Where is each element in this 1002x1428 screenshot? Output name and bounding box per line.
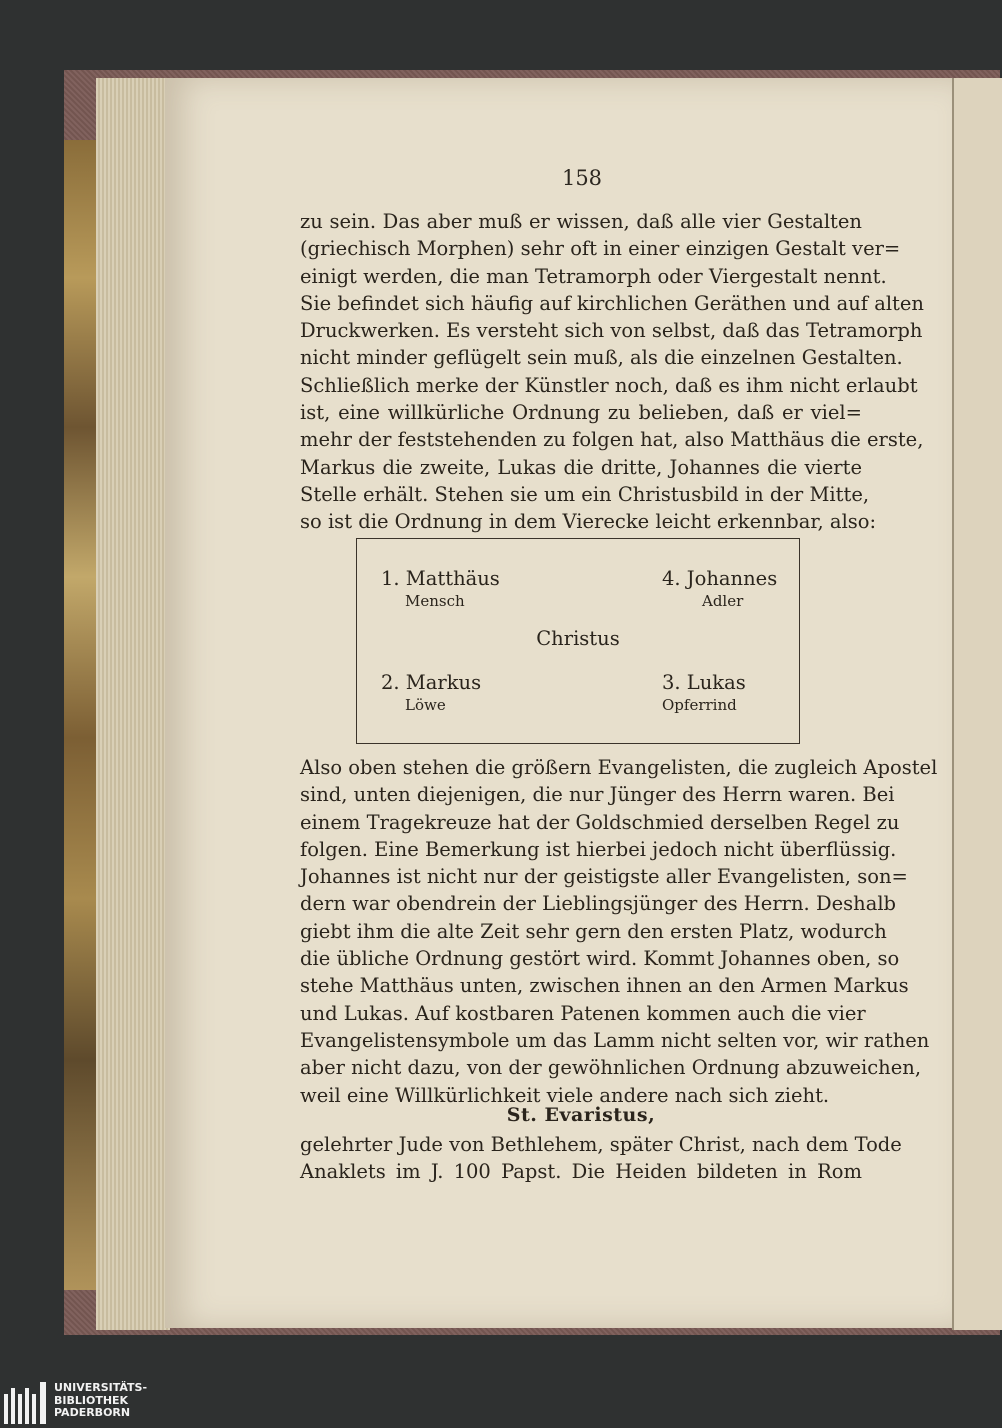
text-line: Evangelistensymbole um das Lamm nicht selten vor, wir rathen bbox=[300, 1028, 930, 1052]
text-line: stehe Matthäus unten, zwischen ihnen an den Armen Markus bbox=[300, 974, 909, 998]
text-line: aber nicht dazu, von der gewöhnlichen Ordnung abzuweichen, bbox=[300, 1056, 922, 1080]
marbled-spine bbox=[64, 140, 98, 1290]
text-line: Also oben stehen die größern Evangelisten, die zugleich Apostel bbox=[300, 756, 938, 779]
cell-christus: Christus bbox=[536, 627, 620, 650]
cell-name: 3. Lukas bbox=[662, 671, 746, 694]
cell-symbol: Opferrind bbox=[662, 696, 737, 714]
text-line: giebt ihm die alte Zeit sehr gern den ersten Platz, wodurch bbox=[300, 919, 887, 943]
cell-symbol: Löwe bbox=[405, 696, 446, 714]
cell-johannes bbox=[662, 567, 777, 611]
logo-line: UNIVERSITÄTS- bbox=[54, 1381, 148, 1394]
text-line: dern war obendrein der Lieblingsjünger des Herrn. Deshalb bbox=[300, 892, 897, 916]
text-line: weil eine Willkürlichkeit viele andere nach sich zieht. bbox=[300, 1083, 830, 1107]
cell-lukas bbox=[662, 671, 746, 715]
text-line: zu sein. Das aber muß er wissen, daß alle vier Gestalten bbox=[300, 210, 862, 233]
text-line: (griechisch Morphen) sehr oft in einer einzigen Gestalt ver= bbox=[300, 237, 901, 261]
text-line: so ist die Ordnung in dem Vierecke leicht erkennbar, also: bbox=[300, 510, 877, 534]
facing-page-edge bbox=[952, 78, 1002, 1330]
paragraph-1 bbox=[300, 208, 924, 536]
logo-line: BIBLIOTHEK bbox=[54, 1393, 129, 1407]
text-line: Schließlich merke der Künstler noch, daß es ihm nicht erlaubt bbox=[300, 373, 918, 397]
text-line: einem Tragekreuze hat der Goldschmied derselben Regel zu bbox=[300, 810, 900, 834]
cell-markus bbox=[381, 671, 481, 715]
section-heading: St. Evaristus, bbox=[506, 1104, 656, 1126]
evangelist-order-table bbox=[356, 538, 800, 744]
cell-symbol: Adler bbox=[702, 592, 744, 610]
text-line: mehr der feststehenden zu folgen hat, also Matthäus die erste, bbox=[300, 428, 924, 452]
text-line: Markus die zweite, Lukas die dritte, Johannes die vierte bbox=[300, 455, 862, 479]
page-number: 158 bbox=[561, 166, 603, 190]
text-line: Anaklets im J. 100 Papst. Die Heiden bildeten in Rom bbox=[300, 1160, 862, 1184]
cell-name: 4. Johannes bbox=[662, 567, 778, 590]
text-line: nicht minder geflügelt sein muß, als die einzelnen Gestalten. bbox=[300, 346, 903, 370]
library-footer bbox=[0, 1378, 1000, 1428]
cell-name: 2. Markus bbox=[381, 671, 482, 694]
page-edges bbox=[96, 78, 170, 1330]
text-line: die übliche Ordnung gestört wird. Kommt Johannes oben, so bbox=[300, 947, 900, 971]
cell-symbol: Mensch bbox=[405, 592, 465, 610]
cell-matthaeus bbox=[381, 567, 500, 611]
text-line: sind, unten diejenigen, die nur Jünger des Herrn waren. Bei bbox=[300, 783, 895, 807]
text-line: einigt werden, die man Tetramorph oder Viergestalt nennt. bbox=[300, 264, 887, 288]
paragraph-3 bbox=[300, 1131, 902, 1186]
text-line: Stelle erhält. Stehen sie um ein Christusbild in der Mitte, bbox=[300, 482, 870, 506]
text-line: Johannes ist nicht nur der geistigste aller Evangelisten, son= bbox=[300, 865, 908, 889]
library-logo-icon bbox=[4, 1382, 50, 1424]
text-line: Sie befindet sich häufig auf kirchlichen Geräthen und auf alten bbox=[300, 291, 924, 315]
text-line: Druckwerken. Es versteht sich von selbst, daß das Tetramorph bbox=[300, 319, 923, 343]
text-line: und Lukas. Auf kostbaren Patenen kommen auch die vier bbox=[300, 1001, 866, 1025]
library-logo-text bbox=[54, 1382, 147, 1420]
text-line: folgen. Eine Bemerkung ist hierbei jedoch nicht überflüssig. bbox=[300, 837, 897, 861]
logo-line: PADERBORN bbox=[54, 1406, 131, 1419]
text-line: gelehrter Jude von Bethlehem, später Christ, nach dem Tode bbox=[300, 1133, 902, 1156]
paragraph-2 bbox=[300, 754, 938, 1109]
cell-name: 1. Matthäus bbox=[381, 567, 500, 590]
text-line: ist, eine willkürliche Ordnung zu belieben, daß er viel= bbox=[300, 401, 862, 425]
